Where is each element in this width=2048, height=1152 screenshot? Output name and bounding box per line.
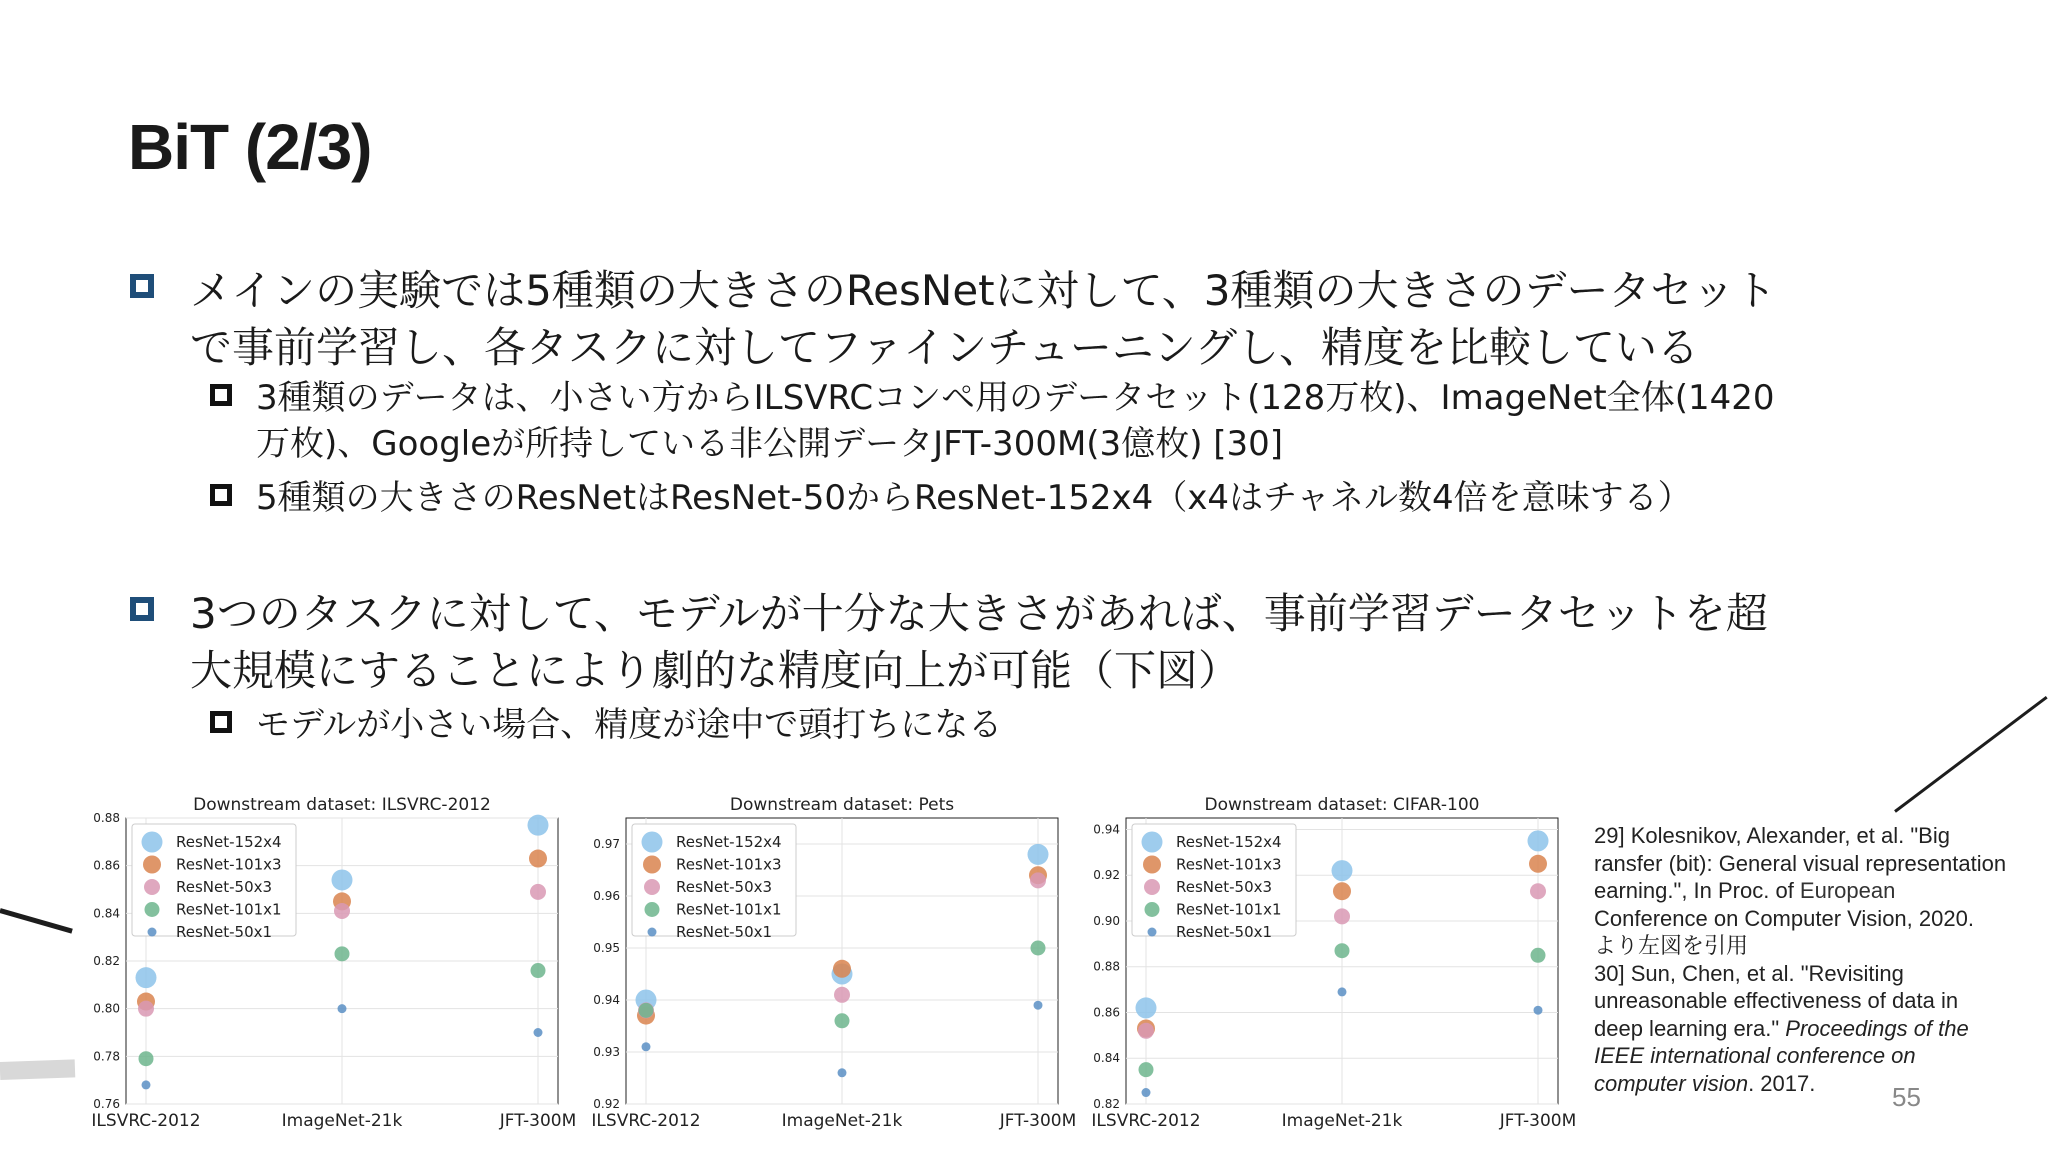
data-point bbox=[334, 903, 350, 919]
y-tick-label: 0.97 bbox=[593, 837, 620, 851]
y-tick-label: 0.88 bbox=[93, 811, 120, 825]
y-tick-label: 0.78 bbox=[93, 1049, 120, 1064]
legend-marker bbox=[1143, 856, 1161, 874]
data-point bbox=[531, 963, 546, 978]
y-tick-label: 0.94 bbox=[593, 993, 620, 1007]
chart-title: Downstream dataset: Pets bbox=[729, 795, 955, 815]
legend-label: ResNet-101x1 bbox=[176, 900, 282, 919]
decorative-stroke bbox=[0, 1059, 75, 1080]
y-tick-label: 0.93 bbox=[593, 1045, 620, 1059]
ref-text: . 2017. bbox=[1748, 1070, 1816, 1096]
sub-bullet-text-line: 万枚)、Googleが所持している非公開データJFT-300M(3億枚) [30] bbox=[256, 424, 1284, 464]
x-tick-label: ImageNet-21k bbox=[281, 1111, 403, 1131]
data-point bbox=[1136, 997, 1157, 1018]
sub-bullet-square-icon bbox=[210, 711, 232, 733]
y-tick-label: 0.82 bbox=[1093, 1097, 1120, 1111]
legend-marker bbox=[148, 928, 157, 937]
y-tick-label: 0.84 bbox=[1093, 1051, 1120, 1066]
data-point bbox=[534, 1028, 543, 1037]
data-point bbox=[1142, 1088, 1151, 1097]
y-tick-label: 0.84 bbox=[93, 906, 120, 921]
ref-line bbox=[1594, 905, 2034, 933]
y-tick-label: 0.90 bbox=[1093, 913, 1120, 928]
data-point bbox=[1530, 883, 1546, 899]
legend-marker bbox=[1148, 928, 1157, 937]
sub-bullet-square-icon bbox=[210, 384, 232, 406]
ref-30 bbox=[1594, 960, 2034, 1098]
legend-label: ResNet-50x1 bbox=[676, 923, 773, 941]
x-tick-label: JFT-300M bbox=[499, 1111, 577, 1131]
decorative-stroke bbox=[0, 908, 73, 933]
data-point bbox=[1138, 1023, 1154, 1039]
legend-label: ResNet-50x1 bbox=[176, 923, 273, 941]
legend-marker bbox=[645, 902, 660, 917]
ref-29 bbox=[1594, 822, 2034, 960]
legend-marker bbox=[642, 832, 663, 853]
ref-line: ransfer (bit): General visual representation bbox=[1594, 850, 2007, 876]
legend-label: ResNet-152x4 bbox=[1176, 833, 1282, 851]
legend-label: ResNet-152x4 bbox=[176, 833, 282, 851]
legend-marker bbox=[648, 928, 657, 937]
page-number: 55 bbox=[1892, 1082, 1921, 1112]
data-point bbox=[835, 1013, 850, 1028]
x-tick-label: ImageNet-21k bbox=[781, 1111, 903, 1131]
ref-line: 30] Sun, Chen, et al. "Revisiting bbox=[1594, 960, 1904, 986]
chart-title: Downstream dataset: CIFAR-100 bbox=[1204, 795, 1480, 815]
data-point bbox=[642, 1042, 651, 1051]
sub-bullet-text-line: モデルが小さい場合、精度が途中で頭打ちになる bbox=[256, 705, 1003, 745]
data-point bbox=[1529, 855, 1547, 873]
y-tick-label: 0.95 bbox=[593, 941, 620, 955]
y-tick-label: 0.86 bbox=[1093, 1005, 1120, 1020]
ref-line: unreasonable effectiveness of data in bbox=[1594, 988, 1959, 1013]
ref-text: , 2020. bbox=[1906, 905, 1974, 931]
data-point bbox=[529, 850, 547, 868]
data-point bbox=[335, 946, 350, 961]
data-point bbox=[1335, 943, 1350, 958]
data-point bbox=[1334, 908, 1350, 924]
data-point bbox=[1531, 948, 1546, 963]
x-tick-label: ILSVRC-2012 bbox=[591, 1111, 701, 1131]
data-point bbox=[838, 1068, 847, 1077]
y-tick-label: 0.92 bbox=[593, 1097, 620, 1111]
y-tick-label: 0.76 bbox=[93, 1097, 120, 1111]
legend-label: ResNet-101x1 bbox=[1176, 900, 1282, 919]
x-tick-label: ILSVRC-2012 bbox=[1091, 1111, 1201, 1131]
data-point bbox=[1139, 1062, 1154, 1077]
ref-line: 29] Kolesnikov, Alexander, et al. "Big bbox=[1594, 823, 1950, 848]
data-point bbox=[834, 987, 850, 1003]
ref-line: より左図を引用 bbox=[1594, 933, 1749, 958]
y-tick-label: 0.88 bbox=[1093, 959, 1120, 974]
data-point bbox=[338, 1004, 347, 1013]
data-point bbox=[833, 960, 851, 978]
data-point bbox=[142, 1080, 151, 1089]
bullet-square-icon bbox=[130, 597, 154, 621]
data-point bbox=[1534, 1006, 1543, 1015]
bullet-text-line: で事前学習し、各タスクに対してファインチューニングし、精度を比較している bbox=[190, 323, 1700, 372]
legend-label: ResNet-50x3 bbox=[176, 878, 273, 896]
legend-marker bbox=[142, 832, 163, 853]
ref-line bbox=[1594, 1070, 2034, 1098]
legend-label: ResNet-50x1 bbox=[1176, 923, 1273, 941]
ref-venue: European bbox=[1799, 878, 1896, 903]
bullet-text-line: 大規模にすることにより劇的な精度向上が可能（下図） bbox=[190, 646, 1241, 695]
legend-label: ResNet-101x3 bbox=[176, 855, 282, 874]
data-point bbox=[332, 869, 353, 890]
ref-venue: computer vision bbox=[1594, 1070, 1749, 1096]
sub-bullet-text-line: 3種類のデータは、小さい方からILSVRCコンペ用のデータセット(128万枚)、ImageNet全体(1420 bbox=[256, 378, 1775, 418]
legend-marker bbox=[144, 879, 160, 895]
chart-cifar100 bbox=[1082, 790, 1577, 1135]
legend-marker bbox=[644, 879, 660, 895]
ref-text: earning.", In Proc. of bbox=[1594, 878, 1800, 903]
references bbox=[1594, 822, 2034, 1097]
ref-line: IEEE international conference on bbox=[1594, 1043, 1916, 1068]
chart-svg bbox=[582, 790, 1077, 1135]
x-tick-label: ILSVRC-2012 bbox=[91, 1111, 201, 1131]
legend-label: ResNet-101x1 bbox=[676, 900, 782, 919]
data-point bbox=[1030, 872, 1046, 888]
data-point bbox=[1028, 844, 1049, 865]
y-tick-label: 0.80 bbox=[93, 1001, 120, 1016]
data-point bbox=[528, 815, 549, 836]
sub-bullet-square-icon bbox=[210, 484, 232, 506]
legend-marker bbox=[143, 856, 161, 874]
legend-marker bbox=[1144, 879, 1160, 895]
data-point bbox=[530, 884, 546, 900]
chart-pets bbox=[582, 790, 1077, 1135]
y-tick-label: 0.92 bbox=[1093, 868, 1120, 883]
chart-svg bbox=[1082, 790, 1577, 1135]
y-tick-label: 0.86 bbox=[93, 858, 120, 873]
data-point bbox=[136, 967, 157, 988]
legend-marker bbox=[1145, 902, 1160, 917]
data-point bbox=[138, 1001, 154, 1017]
bullet-text-line: メインの実験では5種類の大きさのResNetに対して、3種類の大きさのデータセット bbox=[190, 266, 1777, 315]
ref-text: deep learning era." bbox=[1594, 1015, 1786, 1041]
decorative-stroke bbox=[1894, 696, 2048, 813]
ref-line bbox=[1594, 877, 2034, 905]
ref-venue: Proceedings of the bbox=[1785, 1015, 1969, 1041]
slide-title: BiT (2/3) bbox=[128, 111, 372, 183]
ref-venue: Conference on Computer Vision bbox=[1594, 905, 1907, 931]
data-point bbox=[1338, 987, 1347, 996]
legend-label: ResNet-152x4 bbox=[676, 833, 782, 851]
y-tick-label: 0.96 bbox=[593, 889, 620, 903]
chart-svg bbox=[82, 790, 577, 1135]
chart-title: Downstream dataset: ILSVRC-2012 bbox=[193, 795, 491, 815]
legend-label: ResNet-50x3 bbox=[676, 878, 773, 896]
data-point bbox=[639, 1003, 654, 1018]
data-point bbox=[1333, 882, 1351, 900]
data-point bbox=[1031, 941, 1046, 956]
legend-marker bbox=[145, 902, 160, 917]
legend-label: ResNet-50x3 bbox=[1176, 878, 1273, 896]
chart-ilsvrc bbox=[82, 790, 577, 1135]
bullet-square-icon bbox=[130, 274, 154, 298]
data-point bbox=[1332, 860, 1353, 881]
legend-marker bbox=[643, 856, 661, 874]
legend-label: ResNet-101x3 bbox=[1176, 855, 1282, 874]
x-tick-label: JFT-300M bbox=[999, 1111, 1077, 1131]
data-point bbox=[139, 1051, 154, 1066]
ref-line bbox=[1594, 1015, 2034, 1043]
sub-bullet-text-line: 5種類の大きさのResNetはResNet-50からResNet-152x4（x4はチャネル数4倍を意味する） bbox=[256, 478, 1692, 518]
y-tick-label: 0.82 bbox=[93, 954, 120, 968]
bullet-text-line: 3つのタスクに対して、モデルが十分な大きさがあれば、事前学習データセットを超 bbox=[190, 589, 1768, 638]
legend-label: ResNet-101x3 bbox=[676, 855, 782, 874]
x-tick-label: JFT-300M bbox=[1499, 1111, 1577, 1131]
y-tick-label: 0.94 bbox=[1093, 822, 1120, 837]
data-point bbox=[1528, 830, 1549, 851]
legend-marker bbox=[1142, 832, 1163, 853]
x-tick-label: ImageNet-21k bbox=[1281, 1111, 1403, 1131]
data-point bbox=[1034, 1001, 1043, 1010]
